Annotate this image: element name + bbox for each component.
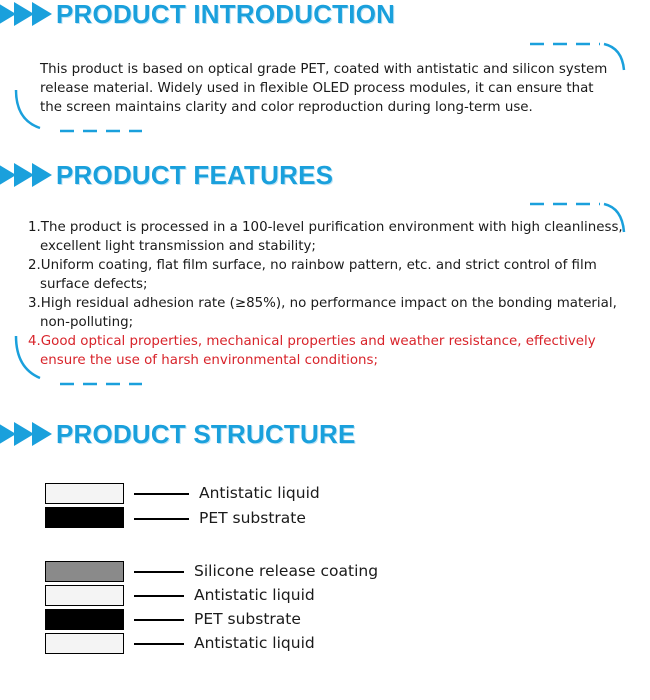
layer-label: Antistatic liquid [199, 484, 320, 502]
layer-label: Antistatic liquid [194, 634, 315, 652]
features-list [28, 218, 628, 370]
introduction-line: This product is based on optical grade PET, coated with antistatic and silicon system [40, 62, 608, 77]
feature-item-highlighted: 4.Good optical properties, mechanical properties and weather resistance, effectively ensure the use of harsh environmental conditions; [28, 334, 596, 368]
introduction-title: PRODUCT INTRODUCTION [56, 0, 396, 29]
layer-pet [45, 609, 124, 630]
layer-antistatic [45, 483, 124, 504]
features-title: PRODUCT FEATURES [56, 159, 334, 190]
layer-label: PET substrate [194, 610, 301, 628]
triple-arrow-icon [0, 422, 50, 446]
feature-item: 1.The product is processed in a 100-level purification environment with high cleanliness, excellent light transmission and stability; [28, 220, 623, 254]
leader-line [134, 493, 189, 495]
layer-label: Silicone release coating [194, 562, 379, 580]
introduction-paragraph [40, 60, 640, 117]
structure-title: PRODUCT STRUCTURE [56, 418, 356, 449]
layer-antistatic [45, 585, 124, 606]
feature-item: 2.Uniform coating, flat film surface, no rainbow pattern, etc. and strict control of film surface defects; [28, 258, 597, 292]
layer-antistatic [45, 633, 124, 654]
feature-item: 3.High residual adhesion rate (≥85%), no performance impact on the bonding material, non-polluting; [28, 296, 617, 330]
layer-pet [45, 507, 124, 528]
layer-label: PET substrate [199, 509, 306, 527]
leader-line [134, 518, 189, 520]
introduction-line: release material. Widely used in flexible OLED process modules, it can ensure that [40, 81, 594, 96]
layer-silicone [45, 561, 124, 582]
layer-label: Antistatic liquid [194, 586, 315, 604]
leader-line [134, 643, 184, 645]
introduction-line: the screen maintains clarity and color reproduction during long-term use. [40, 100, 533, 115]
leader-line [134, 619, 184, 621]
leader-line [134, 571, 184, 573]
triple-arrow-icon [0, 163, 50, 187]
structure-header [0, 414, 356, 454]
leader-line [134, 595, 184, 597]
features-header [0, 155, 333, 195]
